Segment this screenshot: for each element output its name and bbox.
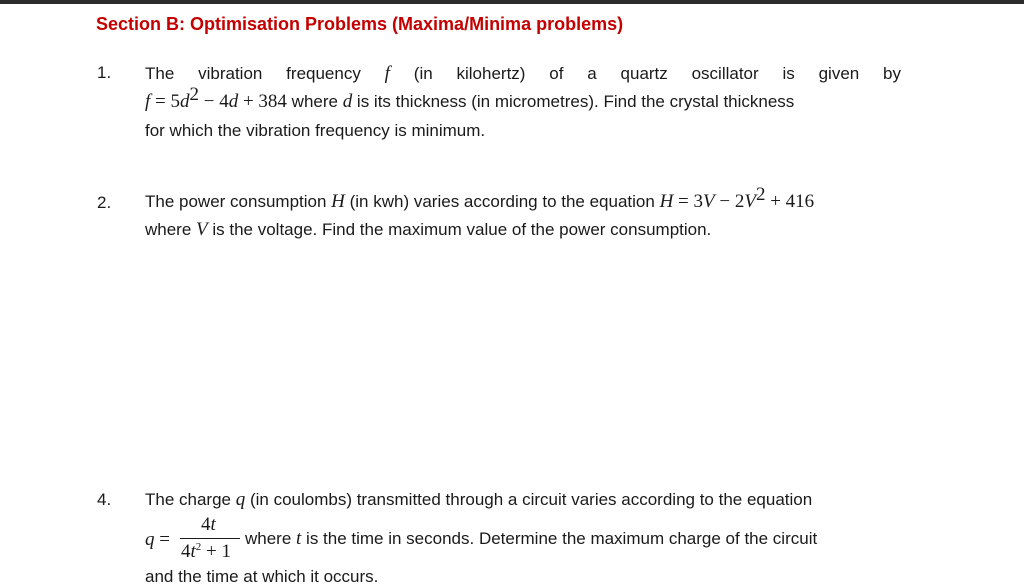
question-1-number: 1. [97,63,112,82]
q4-text-where: where [245,529,297,548]
top-border [0,0,1024,4]
q4-text-time: is the time in seconds. Determine the maximum charge of the circuit [301,529,818,548]
q1-text-thickness: is its thickness (in micrometres). Find the crystal thickness [352,92,795,111]
question-1-line-1 [145,63,901,85]
section-title: Section B: Optimisation Problems (Maxima/Minima problems) [96,14,624,34]
q2-text-b: (in kwh) varies according to the equation [344,192,660,211]
q1-eq-lhs: f [145,91,151,112]
q4-var-t: t [296,528,302,549]
q4-den-var: t [190,541,196,562]
q1-text-where: where [286,92,343,111]
question-2-number: 2. [97,193,112,212]
q2-var-H: H [331,191,345,212]
q4-den-coef: 4 [181,541,191,562]
q2-var-V: V [196,219,208,240]
question-1-line-2 [145,84,795,113]
q1-eq-part: = 5 [150,91,180,112]
question-4-line-1 [145,489,812,511]
q1-eq-exp: 2 [189,84,199,105]
q1-eq-d1: d [180,91,190,112]
question-1-line-3: for which the vibration frequency is minimum. [145,121,486,140]
q2-eq-V2: V [744,191,756,212]
q1-var-d: d [342,91,353,112]
q4-formula-denominator [181,541,231,563]
q1-eq-d2: d [228,91,239,112]
q4-den-exp: 2 [195,541,202,553]
q2-eq-H: H [659,191,674,212]
q4-den-rest: + 1 [201,541,231,562]
q4-text-a: The charge [145,490,236,509]
q4-num-coef: 4 [201,514,211,535]
q4-formula-lhs [145,529,170,551]
question-4-number: 4. [97,490,112,509]
q2-eq-a: = 3 [673,191,704,212]
q4-fraction-bar [180,538,240,539]
q4-num-var: t [210,514,216,535]
q1-eq-rest: − 4 [199,91,229,112]
q1-eq-const: + 384 [238,91,287,112]
q4-text-b: (in coulombs) transmitted through a circuit varies according to the equation [245,490,813,509]
q4-formula-eq: = [154,529,170,550]
q1-var-f: f [384,63,390,84]
q1-text-b: (in kilohertz) of a quartz oscillator is given by [413,64,901,83]
q4-formula-numerator [201,514,216,536]
q2-eq-b: − 2 [714,191,745,212]
question-2-line-1 [145,184,815,213]
q2-text-voltage: is the voltage. Find the maximum value of the power consumption. [207,220,712,239]
question-2-line-2 [145,219,711,241]
q2-eq-V1: V [703,191,715,212]
question-4-line-3: and the time at which it occurs. [145,567,379,586]
q4-var-q: q [235,489,246,510]
q2-eq-c: + 416 [765,191,815,212]
q2-text-where: where [145,220,197,239]
q2-text-a: The power consumption [145,192,332,211]
q2-eq-exp: 2 [755,184,766,205]
question-4-line-2 [245,528,817,550]
q4-formula-q: q [145,529,155,550]
q1-text-a: The vibration frequency [145,64,361,83]
